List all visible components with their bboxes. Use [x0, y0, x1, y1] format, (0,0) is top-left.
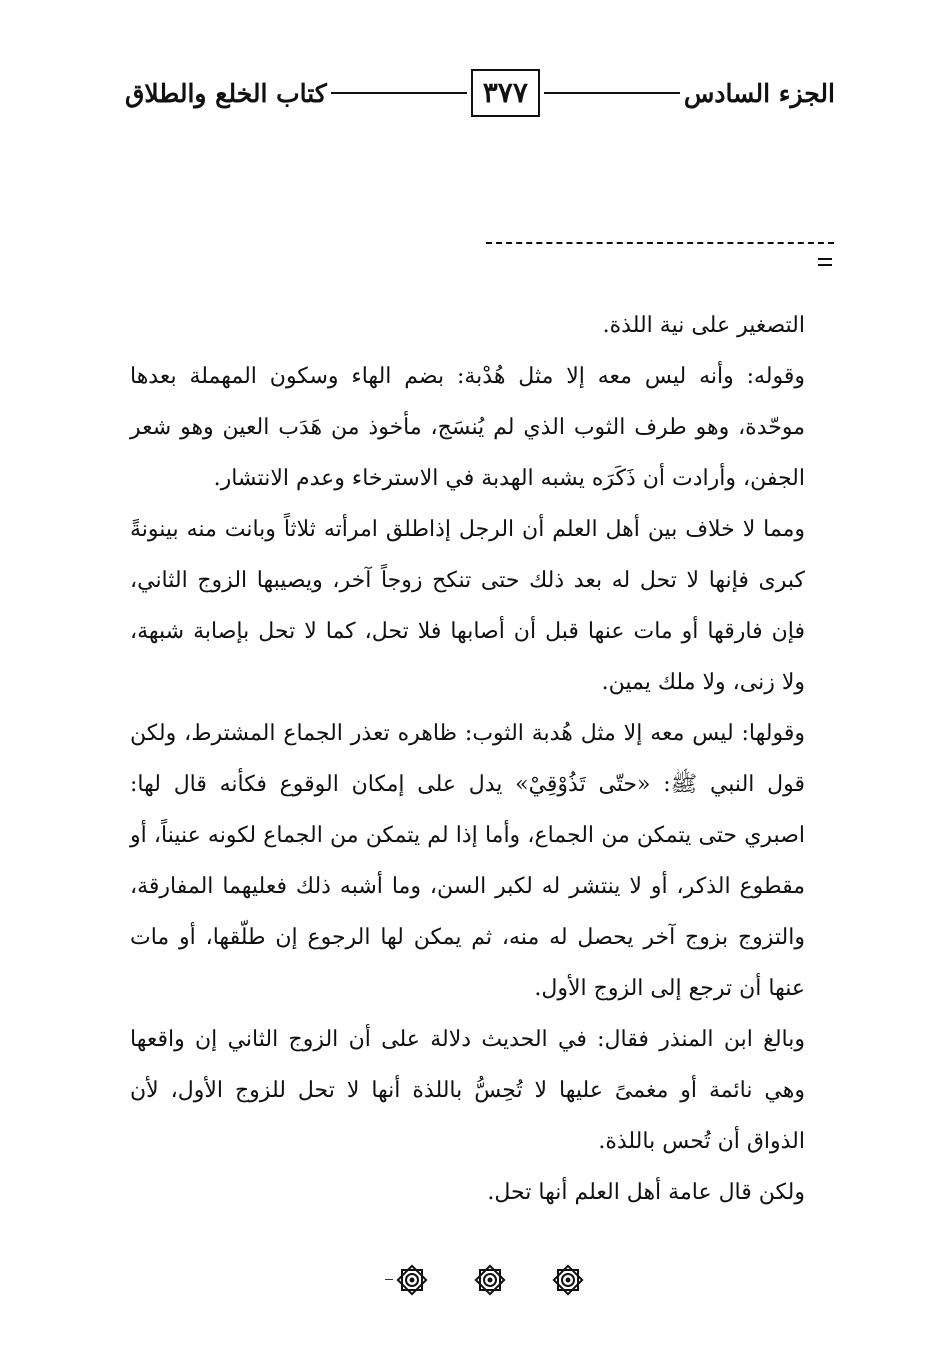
header-rule-right	[544, 92, 680, 94]
paragraph: التصغير على نية اللذة.	[602, 313, 805, 338]
paragraph: وبالغ ابن المنذر فقال: في الحديث دلالة على أن الزوج الثاني إن واقعها وهي نائمة أو مغمىً عليها لا تُحِسُّ باللذة أنها لا تحل للزوج الأول، لأن الذواق أن تُحس باللذة.	[130, 1027, 805, 1154]
running-header	[125, 66, 835, 120]
header-book-title: كتاب الخلع والطلاق	[125, 78, 327, 108]
header-rule-left	[331, 92, 467, 94]
eight-point-flower-icon	[473, 1263, 507, 1297]
separator-rule	[486, 242, 834, 244]
paragraph: ولكن قال عامة أهل العلم أنها تحل.	[487, 1180, 805, 1205]
body-text	[130, 300, 805, 1218]
paragraph: ومما لا خلاف بين أهل العلم أن الرجل إذاطلق امرأته ثلاثاً وبانت منه بينونةً كبرى فإنها لا تحل له بعد ذلك حتى تنكح زوجاً آخر، ويصيبها الزوج الثاني، فإن فارقها أو مات عنها قبل أن أصابها فلا تحل، كما لا تحل بإصابة شبهة، ولا زنى، ولا ملك يمين.	[130, 517, 805, 695]
eight-point-flower-icon	[395, 1263, 429, 1297]
eight-point-flower-icon	[551, 1263, 585, 1297]
header-part: الجزء السادس	[683, 78, 835, 108]
ornament-dash	[385, 1279, 393, 1280]
page-number: ٣٧٧	[471, 69, 540, 117]
paragraph: وقولها: ليس معه إلا مثل هُدبة الثوب: ظاهره تعذر الجماع المشترط، ولكن قول النبي ﷺ: «حتّى تَذُوْقِيْ» يدل على إمكان الوقوع فكأنه قال لها: اصبري حتى يتمكن من الجماع، وأما إذا لم يتمكن من الجماع لكونه عنيناً، أو مقطوع الذكر، أو لا ينتشر له لكبر السن، وما أشبه ذلك فعليهما المفارقة، والتزوج بزوج آخر يحصل له منه، ثم يمكن لها الرجوع إن طلّقها، أو مات عنها أن ترجع إلى الزوج الأول.	[130, 721, 805, 1001]
end-ornaments	[395, 1260, 585, 1300]
continuation-mark	[818, 258, 832, 270]
paragraph: وقوله: وأنه ليس معه إلا مثل هُدْبة: بضم الهاء وسكون المهملة بعدها موحّدة، وهو طرف الثوب الذي لم يُنسَج، مأخوذ من هَدَب العين وهو شعر الجفن، وأرادت أن ذَكَرَه يشبه الهدبة في الاسترخاء وعدم الانتشار.	[130, 364, 805, 491]
